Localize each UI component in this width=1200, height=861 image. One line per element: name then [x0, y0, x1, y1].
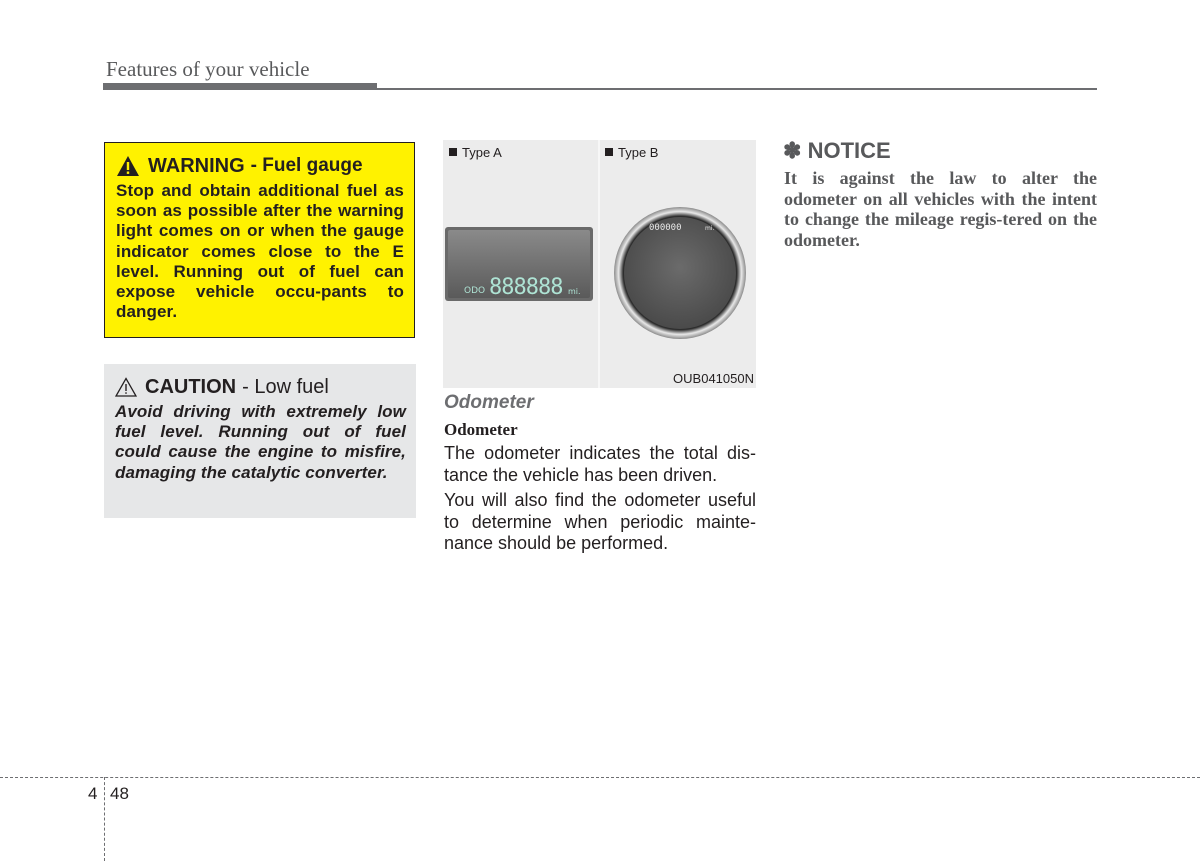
type-b-gauge-unit: mi.: [705, 225, 715, 232]
page-number: 48: [110, 784, 129, 803]
warning-title: WARNING: [148, 154, 245, 177]
caution-title: CAUTION: [145, 375, 237, 398]
square-bullet-icon: [449, 148, 457, 156]
warning-triangle-icon: [116, 155, 140, 177]
footer-rule: [0, 777, 1200, 778]
section-italic-heading: Odometer: [444, 392, 534, 413]
type-a-odo-unit: mi.: [568, 287, 581, 296]
caution-body: Avoid driving with extremely low fuel level. Running out of fuel could cause the engine to misfire, damaging the catalytic converter.: [115, 402, 406, 482]
type-a-odo-prefix: ODO: [464, 286, 486, 296]
warning-box: [104, 142, 415, 338]
paragraph-2: You will also find the odometer useful to determine when periodic mainte-nance should be performed.: [444, 490, 756, 553]
type-a-odometer-display: [445, 227, 595, 303]
page-header-title: Features of your vehicle: [106, 57, 310, 81]
square-bullet-icon: [605, 148, 613, 156]
figure-label-type-a: Type A: [449, 145, 502, 160]
type-a-odo-digits: 888888: [489, 275, 563, 300]
warning-title-row: [116, 153, 404, 179]
type-b-gauge-readout: 000000: [649, 223, 682, 233]
warning-subtitle: - Fuel gauge: [250, 155, 363, 176]
notice-title-row: [783, 138, 891, 164]
figure-code: OUB041050N: [673, 371, 754, 386]
paragraph-1: The odometer indicates the total dis-tance the vehicle has been driven.: [444, 443, 756, 485]
notice-title: NOTICE: [807, 138, 891, 163]
warning-body: Stop and obtain additional fuel as soon as possible after the warning light comes on or when the gauge indicator comes close to the E level. Running out of fuel can expose vehicle occu-pants to danger.: [116, 181, 404, 322]
header-rule-thick: [103, 83, 377, 90]
notice-body: It is against the law to alter the odometer on all vehicles with the intent to change the mileage regis-tered on the odometer.: [784, 168, 1097, 250]
odometer-figure: [443, 140, 756, 388]
caution-triangle-icon: [115, 377, 137, 397]
caution-title-row: [115, 374, 406, 400]
header-rule-thin: [377, 88, 1097, 90]
figure-divider: [598, 140, 600, 388]
caution-subtitle: - Low fuel: [242, 375, 329, 398]
caution-box: [104, 364, 416, 518]
figure-label-type-b: Type B: [605, 145, 658, 160]
page-chapter-number: 4: [88, 784, 98, 803]
footer-vertical-rule: [104, 777, 105, 861]
notice-asterisk-icon: ✽: [783, 138, 802, 163]
section-serif-heading: Odometer: [444, 420, 518, 439]
type-b-gauge-dial: [613, 206, 747, 340]
